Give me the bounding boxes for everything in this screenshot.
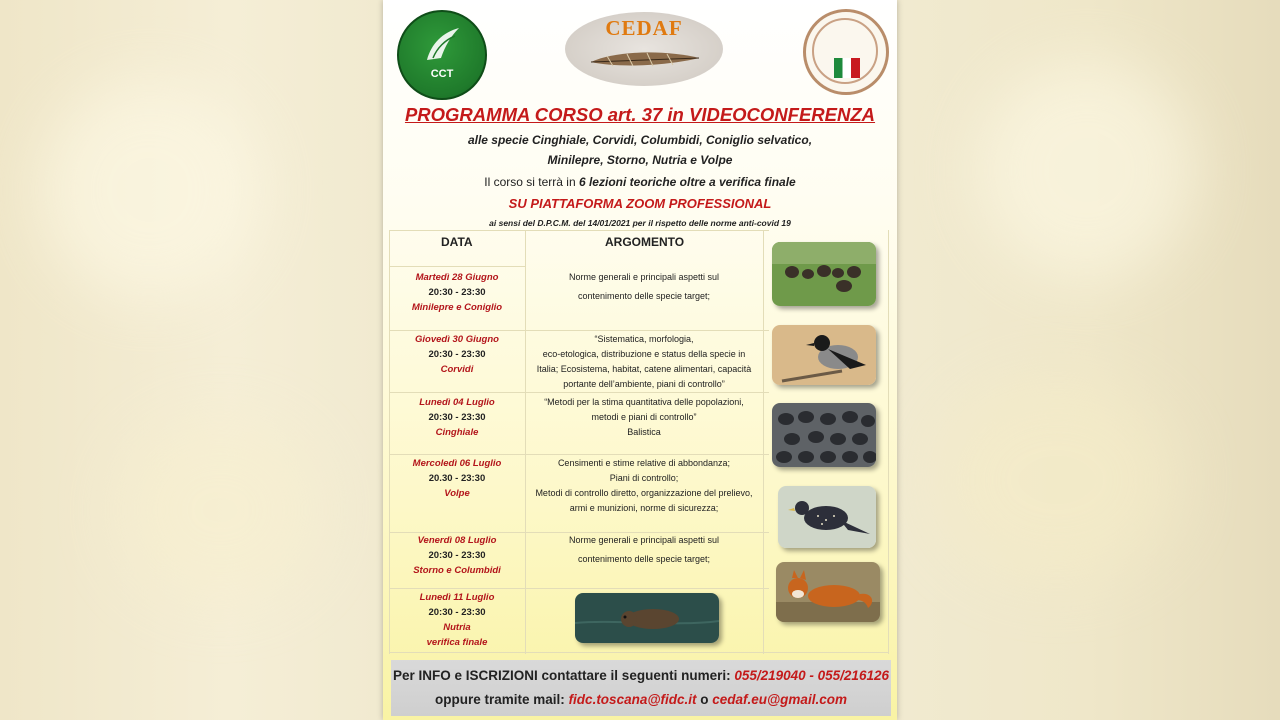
row-date: Giovedì 30 Giugno (415, 334, 499, 345)
row-date: Lunedì 04 Luglio (419, 397, 495, 408)
row-subject: Nutria (443, 622, 471, 633)
background-right (897, 0, 1280, 720)
row-time: 20:30 - 23:30 (428, 412, 486, 423)
row-topic (525, 270, 763, 304)
cedaf-logo (565, 12, 723, 86)
row-subject: Cinghiale (435, 427, 479, 438)
row-time: 20:30 - 23:30 (428, 287, 486, 298)
topic-line: contenimento delle specie target; (577, 554, 711, 564)
table-row (389, 533, 525, 578)
topic-line: Metodi di controllo diretto, organizzazione del prelievo, (535, 488, 753, 498)
wild-boar-photo (772, 242, 876, 306)
starling-photo (778, 486, 876, 548)
contact-line-mail (391, 692, 891, 707)
course-poster (383, 0, 897, 720)
row-time: 20:30 - 23:30 (428, 349, 486, 360)
background-left (0, 0, 383, 720)
table-row (389, 395, 525, 440)
email-fidc[interactable]: fidc.toscana@fidc.it (568, 692, 697, 707)
schedule-table (389, 230, 889, 654)
topic-line: metodi e piani di controllo” (591, 412, 697, 422)
row-time: 20.30 - 23:30 (428, 473, 486, 484)
row-subject: Corvidi (440, 364, 474, 375)
table-row (389, 456, 525, 501)
row-date: Venerdì 08 Luglio (417, 535, 497, 546)
platform-line: SU PIATTAFORMA ZOOM PROFESSIONAL (508, 196, 772, 211)
crow-photo (772, 325, 876, 385)
quill-icon (587, 48, 703, 70)
table-row (389, 332, 525, 377)
legal-note: ai sensi del D.P.C.M. del 14/01/2021 per il rispetto delle norme anti-covid 19 (489, 218, 791, 228)
row-date: Mercoledì 06 Luglio (412, 458, 502, 469)
contact-phones-label: Per INFO e ISCRIZIONI contattare il seguenti numeri: (393, 668, 735, 683)
topic-line: Italia; Ecosistema, habitat, catene alimentari, capacità (536, 364, 752, 374)
contact-line-phones (391, 668, 891, 683)
row-topic (525, 456, 763, 516)
cedaf-logo-text: CEDAF (605, 16, 683, 40)
fidc-flag-icon (834, 58, 860, 78)
topic-line: contenimento delle specie target; (577, 291, 711, 301)
species-line-2: Minilepre, Storno, Nutria e Volpe (547, 153, 733, 167)
course-info-emphasis: 6 lezioni teoriche oltre a verifica finale (578, 175, 796, 189)
topic-line: “Sistematica, morfologia, (594, 334, 694, 344)
topic-line: Norme generali e principali aspetti sul (568, 535, 720, 545)
row-topic (525, 332, 763, 392)
email-separator: o (696, 692, 713, 707)
row-subject: Volpe (444, 488, 470, 499)
nutria-photo (575, 593, 719, 643)
table-row (389, 590, 525, 650)
row-subject: Storno e Columbidi (413, 565, 501, 576)
row-topic (525, 395, 763, 440)
email-cedaf[interactable]: cedaf.eu@gmail.com (712, 692, 847, 707)
fox-photo (776, 562, 880, 622)
row-date: Lunedì 11 Luglio (419, 592, 495, 603)
header-date: DATA (441, 235, 473, 249)
topic-line: Censimenti e stime relative di abbondanza; (557, 458, 731, 468)
species-line-1: alle specie Cinghiale, Corvidi, Columbidi, Coniglio selvatico, (467, 133, 813, 147)
row-topic (525, 533, 763, 567)
feather-icon (421, 24, 463, 64)
row-time: 20:30 - 23:30 (428, 607, 486, 618)
cct-logo (397, 10, 487, 100)
contact-footer (391, 660, 891, 716)
topic-line: armi e munizioni, norme di sicurezza; (569, 503, 719, 513)
row-time: 20:30 - 23:30 (428, 550, 486, 561)
topic-line: Balistica (627, 427, 661, 437)
course-info (383, 175, 897, 189)
fidc-logo (803, 9, 889, 95)
phone-numbers: 055/219040 - 055/216126 (734, 668, 889, 683)
row-subject: Minilepre e Coniglio (411, 302, 503, 313)
contact-mail-label: oppure tramite mail: (435, 692, 569, 707)
page-title: PROGRAMMA CORSO art. 37 in VIDEOCONFERENZA (404, 104, 876, 125)
row-subject-extra: verifica finale (426, 637, 488, 648)
topic-line: Piani di controllo; (609, 473, 679, 483)
table-row (389, 270, 525, 315)
topic-line: eco-etologica, distribuzione e status della specie in (542, 349, 746, 359)
pigeons-photo (772, 403, 876, 467)
header-topic: ARGOMENTO (605, 235, 685, 249)
cct-logo-text: CCT (430, 68, 454, 80)
row-date: Martedì 28 Giugno (415, 272, 499, 283)
topic-line: portante dell’ambiente, piani di controllo” (563, 379, 725, 389)
topic-line: “Metodi per la stima quantitativa delle popolazioni, (544, 397, 744, 407)
topic-line: Norme generali e principali aspetti sul (568, 272, 720, 282)
course-info-prefix: Il corso si terrà in (484, 175, 579, 189)
